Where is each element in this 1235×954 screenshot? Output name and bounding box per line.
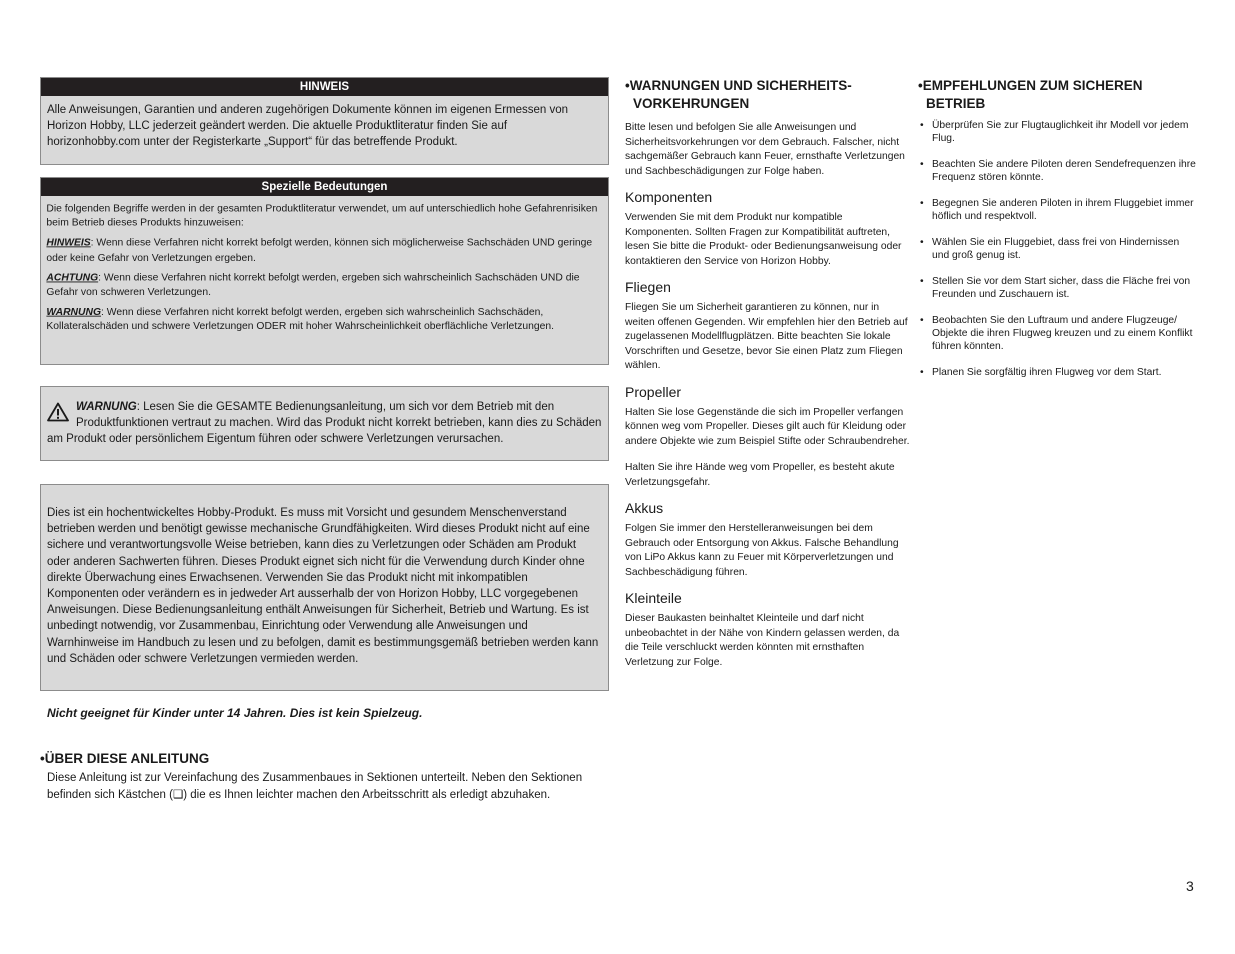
- term-label: ACHTUNG: [46, 272, 99, 284]
- heading-propeller: Propeller: [625, 383, 682, 400]
- hobby-paragraph: Dies ist ein hochentwickeltes Hobby-Produkt. Es muss mit Vorsicht und gesundem Menschenverstand betrieben werden und benötigt gewisse mechanische Grundfähigkeiten. Wird dieses Produkt nicht auf eine sichere und verantwortungsvolle Weise betrieben, kann dies zu Verletzungen oder Schäden am Produkt oder anderen Sachwerten führen. Dieses Produkt eignet sich nicht für die Verwendung durch Kinder ohne direkte Überwachung eines Erwachsenen. Verwenden Sie das Produkt nicht mit inkompatiblen Komponenten oder verändern es in jedweder Art ausserhalb der von Horizon Hobby, LLC vorgegebenen Anweisungen. Diese Bedienungsanleitung enthält Anweisungen für Sicherheit, Betrieb und Wartung. Es ist unbedingt notwendig, vor Zusammenbau, Einrichtung oder Verwendung alle Anweisungen und Warnhinweise im Handbuch zu lesen und zu befolgen, damit es bestimmungsgemäß betrieben werden kann und Schäden oder schwere Verletzungen vermieden werden.: [47, 507, 599, 665]
- bullet-icon: •: [920, 120, 924, 131]
- bullet-icon: •: [920, 315, 924, 326]
- term-text: : Wenn diese Verfahren nicht korrekt befolgt werden, ergeben sich wahrscheinlich Sachschäden UND die Gefahr von schweren Verletzungen.: [46, 272, 580, 298]
- hobby-product-text: [41, 485, 608, 667]
- warnings-section: [625, 77, 910, 676]
- list-item: [918, 236, 1198, 262]
- term-achtung: [46, 271, 613, 300]
- bullet-icon: •: [920, 237, 924, 248]
- hinweis-paragraph: Alle Anweisungen, Garantien und anderen zugehörigen Dokumente können im eigenen Ermessen von Horizon Hobby, LLC jederzeit geändert werden. Die aktuelle Produktliteratur finden Sie auf horizonhobby.com unter der Registerkarte „Support“ für das betreffende Produkt.: [47, 104, 569, 149]
- children-warning: Nicht geeignet für Kinder unter 14 Jahren. Dies ist kein Spielzeug.: [47, 706, 423, 720]
- bullet-icon: •: [920, 367, 924, 378]
- warning-box: [40, 386, 609, 461]
- heading-komponenten: Komponenten: [625, 189, 713, 205]
- text-kleinteile: Dieser Baukasten beinhaltet Kleinteile und darf nicht unbeobachtet in der Nähe von Kindern gelassen werden, da die Teile verschluckt werden könnten mit ernsthaften Verletzung zur Folge.: [625, 613, 900, 668]
- list-item-text: Beobachten Sie den Luftraum und andere Flugzeuge/ Objekte die ihren Flugweg kreuzen und zu einem Konflikt führen könnten.: [932, 315, 1193, 352]
- warnings-title: [625, 77, 910, 113]
- bullet-icon: •: [920, 159, 924, 170]
- warning-text-1: : Lesen Sie die GESAMTE Bedienungsanleitung, um sich vor dem Betrieb mit den: [136, 401, 555, 413]
- term-text: : Wenn diese Verfahren nicht korrekt befolgt werden, ergeben sich wahrscheinlich Sachschäden, Kollateralschäden und schwere Verletzungen ODER mit hoher Wahrscheinlichkeit oberflächliche Verletzungen.: [46, 306, 555, 333]
- list-item-text: Stellen Sie vor dem Start sicher, dass die Fläche frei von Freunden und Zuschauern ist.: [932, 276, 1191, 300]
- term-label: WARNUNG: [46, 306, 102, 318]
- special-meanings-intro: Die folgenden Begriffe werden in der gesamten Produktliteratur verwendet, um auf unterschiedlich hohe Gefahrenrisiken beim Betrieb dieses Produkts hinzuweisen:: [46, 203, 598, 229]
- hinweis-title: HINWEIS: [41, 78, 608, 96]
- list-item: [918, 197, 1198, 223]
- text-komponenten: Verwenden Sie mit dem Produkt nur kompatible Komponenten. Sollten Fragen zur Kompatibilität auftreten, lesen Sie bitte die Produkt- oder Bedienungsanweisung oder kontaktieren den Service von Horizon Hobby.: [625, 212, 902, 267]
- special-meanings-box: [40, 177, 609, 365]
- warning-body: [41, 387, 608, 448]
- list-item: [918, 314, 1198, 353]
- recommendations-section: [918, 77, 1198, 392]
- recommendations-title-line2: BETRIEB: [926, 96, 986, 111]
- warning-label: WARNUNG: [76, 401, 137, 413]
- text-propeller-1: Halten Sie lose Gegenstände die sich im Propeller verfangen können weg vom Propeller. Dieses gilt auch für Kleidung oder andere Objekte wie zum Beispiel Stifte oder Schraubendreher.: [625, 406, 910, 447]
- heading-fliegen: Fliegen: [625, 279, 671, 295]
- page-number: 3: [1186, 878, 1194, 894]
- hobby-product-box: [40, 484, 609, 691]
- list-item-text: Wählen Sie ein Fluggebiet, dass frei von Hindernissen und groß genug ist.: [932, 237, 1180, 261]
- recommendations-title: [918, 77, 1198, 113]
- list-item: [918, 275, 1198, 301]
- warning-line-2: Produktfunktionen vertraut zu machen. Wird das Produkt nicht korrekt betrieben, kann dies zu Schäden: [76, 417, 602, 430]
- list-item-text: Beachten Sie andere Piloten deren Sendefrequenzen ihre Frequenz stören könnte.: [932, 159, 1196, 183]
- bullet-icon: •: [920, 198, 924, 209]
- warning-line-1: [47, 399, 602, 415]
- term-warnung: [46, 305, 613, 334]
- heading-akkus: Akkus: [625, 500, 664, 516]
- warnings-intro: Bitte lesen und befolgen Sie alle Anweisungen und Sicherheitsvorkehrungen vor dem Gebrauch. Falscher, nicht sachgemäßer Gebrauch kann Feuer, ernsthafte Verletzungen und Sachbeschädigungen zur Folge haben.: [625, 122, 905, 177]
- warnings-title-line1: •WARNUNGEN UND SICHERHEITS-: [625, 78, 852, 93]
- hinweis-text: [41, 96, 608, 157]
- recommendations-list: [918, 119, 1198, 379]
- text-propeller-2: Halten Sie ihre Hände weg vom Propeller, es besteht akute Verletzungsgefahr.: [625, 462, 895, 488]
- recommendations-title-line1: •EMPFEHLUNGEN ZUM SICHEREN: [918, 78, 1143, 93]
- warning-triangle-icon: [47, 402, 69, 422]
- text-akkus: Folgen Sie immer den Herstelleranweisungen bei dem Gebrauch oder Entsorgung von Akkus. Falsche Behandlung von LiPo Akkus kann zu Feuer mit Körperverletzungen und Sachbeschädigung führen.: [625, 523, 899, 578]
- list-item-text: Überprüfen Sie zur Flugtauglichkeit ihr Modell vor jedem Flug.: [932, 120, 1189, 144]
- term-hinweis: [46, 236, 613, 265]
- warning-line-3: am Produkt oder persönlichem Eigentum führen oder schwere Verletzungen verursachen.: [47, 433, 504, 446]
- about-manual-text: Diese Anleitung ist zur Vereinfachung des Zusammenbaues in Sektionen unterteilt. Neben den Sektionen befinden sich Kästchen (❑) die es Ihnen leichter machen den Arbeitsschritt als erledigt abzuhaken.: [47, 772, 583, 801]
- list-item-text: Planen Sie sorgfältig ihren Flugweg vor dem Start.: [932, 367, 1162, 378]
- warnings-title-line2: VORKEHRUNGEN: [633, 96, 750, 111]
- special-meanings-body: [41, 196, 619, 345]
- list-item: [918, 119, 1198, 145]
- about-manual-title: •ÜBER DIESE ANLEITUNG: [40, 751, 210, 766]
- list-item: [918, 158, 1198, 184]
- list-item-text: Begegnen Sie anderen Piloten in ihrem Fluggebiet immer höflich und respektvoll.: [932, 198, 1194, 222]
- heading-kleinteile: Kleinteile: [625, 590, 682, 606]
- list-item: [918, 366, 1198, 379]
- term-text: : Wenn diese Verfahren nicht korrekt befolgt werden, können sich möglicherweise Sachschäden UND geringe oder keine Gefahr von Verletzungen ergeben.: [46, 237, 593, 264]
- term-label: HINWEIS: [46, 237, 91, 249]
- hinweis-box: [40, 77, 609, 165]
- special-meanings-title: Spezielle Bedeutungen: [41, 178, 608, 196]
- bullet-icon: •: [920, 276, 924, 287]
- text-fliegen: Fliegen Sie um Sicherheit garantieren zu können, nur in weiten offenen Gegenden. Wir empfehlen hier den Betrieb auf zugelassenen Modellflugplätzen. Bitte beachten Sie lokale Vorschriften und Gesetze, bevor Sie einen Platz zum Fliegen wählen.: [625, 302, 908, 371]
